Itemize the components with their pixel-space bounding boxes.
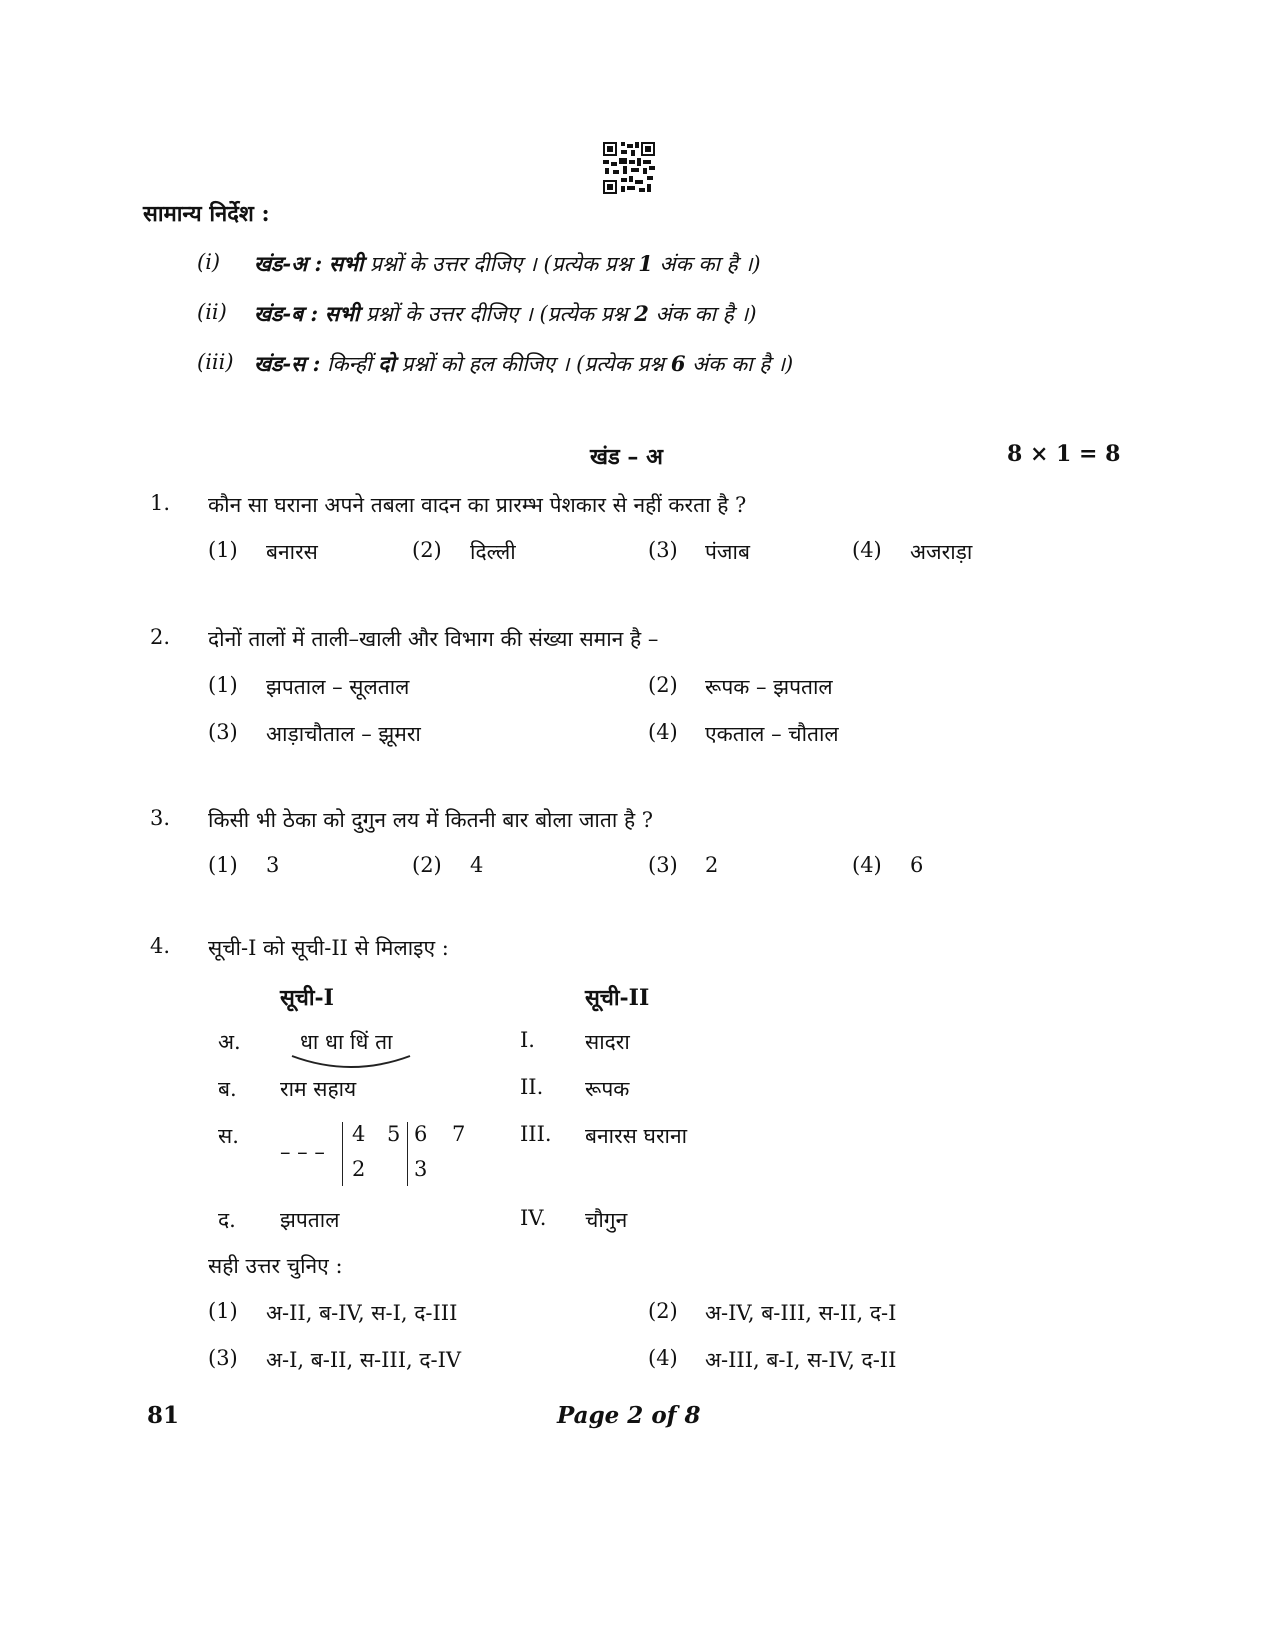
- option-number: (4): [648, 720, 678, 744]
- instruction-item: (i): [197, 250, 221, 274]
- option-text: झपताल – सूलताल: [266, 675, 410, 699]
- option-text: अ-IV, ब-III, स-II, द-I: [705, 1301, 897, 1325]
- option-text: 3: [266, 853, 280, 877]
- question-text: कौन सा घराना अपने तबला वादन का प्रारम्भ पेशकार से नहीं करता है ?: [208, 493, 747, 517]
- option-number: (3): [648, 538, 678, 562]
- option-text: 6: [910, 853, 924, 877]
- list2-value: रूपक: [585, 1077, 630, 1101]
- tali-mark: 3: [414, 1157, 428, 1181]
- option-number: (2): [412, 853, 442, 877]
- option-number: (3): [648, 853, 678, 877]
- list1-value: राम सहाय: [280, 1077, 357, 1101]
- list2-key: I.: [520, 1028, 535, 1052]
- option-number: (4): [852, 853, 882, 877]
- instruction-item: (iii): [197, 350, 234, 374]
- option-text: अ-II, ब-IV, स-I, द-III: [266, 1301, 458, 1325]
- option-text: बनारस: [266, 540, 318, 564]
- instruction-text: खंड-अ : सभी प्रश्नों के उत्तर दीजिए । (प्रत्येक प्रश्न 1 अंक का है ।): [254, 251, 761, 276]
- question-text: किसी भी ठेका को दुगुन लय में कितनी बार बोला जाता है ?: [208, 808, 654, 832]
- option-number: (2): [648, 1299, 678, 1323]
- list2-value: बनारस घराना: [585, 1124, 688, 1148]
- option-text: अजराड़ा: [910, 540, 973, 564]
- option-text: 4: [470, 853, 484, 877]
- list2-value: चौगुन: [585, 1208, 628, 1232]
- instructions-heading: सामान्य निर्देश :: [143, 201, 270, 227]
- option-text: आड़ाचौताल – झूमरा: [266, 722, 421, 746]
- option-text: अ-III, ब-I, स-IV, द-II: [705, 1348, 897, 1372]
- question-text: दोनों तालों में ताली–खाली और विभाग की संख्या समान है –: [208, 627, 659, 651]
- option-text: रूपक – झपताल: [705, 675, 833, 699]
- option-number: (2): [412, 538, 442, 562]
- paper-code: 81: [147, 1402, 180, 1429]
- list1-key: ब.: [218, 1077, 237, 1101]
- page-number: Page 2 of 8: [557, 1402, 701, 1429]
- list1-key: स.: [218, 1124, 239, 1148]
- list1-heading: सूची-I: [280, 985, 334, 1011]
- instruction-text: खंड-स : किन्हीं दो प्रश्नों को हल कीजिए । (प्रत्येक प्रश्न 6 अंक का है ।): [254, 351, 794, 376]
- option-text: 2: [705, 853, 719, 877]
- tali-mark: 2: [352, 1157, 366, 1181]
- list1-value: धा धा धिं ता: [300, 1030, 393, 1054]
- question-number: 4.: [150, 934, 171, 958]
- option-text: एकताल – चौताल: [705, 722, 839, 746]
- list2-key: III.: [520, 1122, 552, 1146]
- matra: 6: [414, 1122, 428, 1146]
- list1-value: झपताल: [280, 1208, 340, 1232]
- question-number: 2.: [150, 625, 171, 649]
- option-number: (2): [648, 673, 678, 697]
- instruction-item: (ii): [197, 300, 227, 324]
- option-text: दिल्ली: [470, 540, 516, 564]
- option-number: (1): [208, 538, 238, 562]
- option-number: (4): [648, 1346, 678, 1370]
- slur-mark: [290, 1052, 412, 1074]
- notation-dashes: – – –: [280, 1140, 325, 1164]
- list2-key: IV.: [520, 1206, 547, 1230]
- question-number: 3.: [150, 806, 171, 830]
- answer-prompt: सही उत्तर चुनिए :: [208, 1254, 343, 1278]
- option-text: अ-I, ब-II, स-III, द-IV: [266, 1348, 462, 1372]
- option-number: (4): [852, 538, 882, 562]
- option-number: (3): [208, 720, 238, 744]
- list2-key: II.: [520, 1075, 544, 1099]
- section-marks: 8 × 1 = 8: [1007, 441, 1121, 467]
- matra: 4: [352, 1122, 366, 1146]
- vibhag-line: [342, 1122, 343, 1186]
- option-number: (1): [208, 1299, 238, 1323]
- list2-value: सादरा: [585, 1030, 630, 1054]
- option-number: (1): [208, 853, 238, 877]
- option-text: पंजाब: [705, 540, 750, 564]
- instruction-text: खंड-ब : सभी प्रश्नों के उत्तर दीजिए । (प्रत्येक प्रश्न 2 अंक का है ।): [254, 301, 757, 326]
- list1-key: द.: [218, 1208, 236, 1232]
- matra: 7: [452, 1122, 466, 1146]
- option-number: (1): [208, 673, 238, 697]
- section-title: खंड – अ: [590, 444, 663, 470]
- option-number: (3): [208, 1346, 238, 1370]
- matra: 5: [387, 1122, 401, 1146]
- list1-key: अ.: [218, 1030, 241, 1054]
- vibhag-line: [407, 1122, 408, 1186]
- question-text: सूची-I को सूची-II से मिलाइए :: [208, 936, 449, 960]
- list2-heading: सूची-II: [585, 985, 650, 1011]
- qr-code-icon: [603, 142, 655, 194]
- question-number: 1.: [150, 491, 171, 515]
